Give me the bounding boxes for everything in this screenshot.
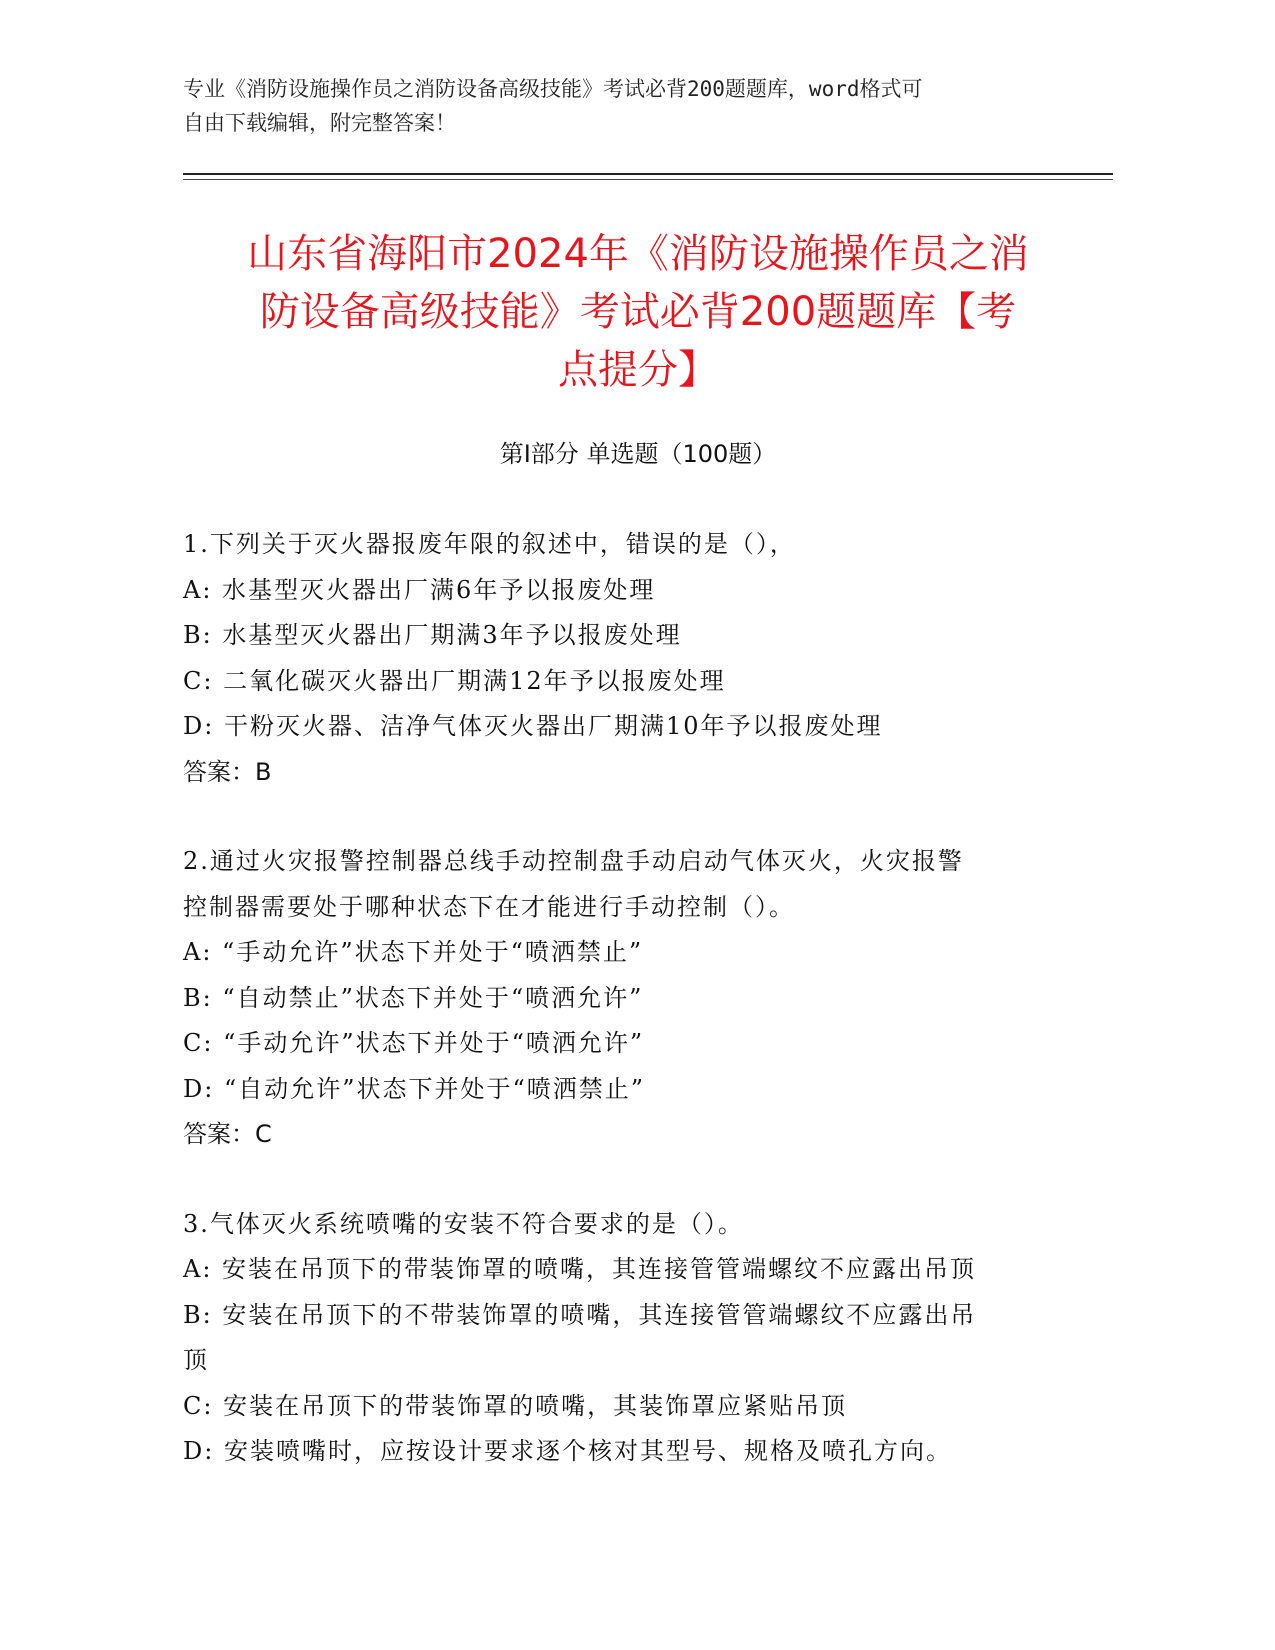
header-divider-thin	[183, 179, 1113, 180]
option-b-continued: 顶	[183, 1346, 209, 1374]
option-a: A: “手动允许”状态下并处于“喷洒禁止”	[183, 938, 644, 966]
header-divider-thick	[183, 173, 1113, 175]
question-list	[183, 522, 1063, 1519]
question-stem-continued: 控制器需要处于哪种状态下在才能进行手动控制（）。	[183, 892, 795, 921]
question-stem: 3.气体灭火系统喷嘴的安装不符合要求的是（）。	[183, 1209, 744, 1238]
option-a: A: 安装在吊顶下的带装饰罩的喷嘴，其连接管管端螺纹不应露出吊顶	[183, 1255, 977, 1283]
question-item	[183, 839, 1063, 1158]
option-b: B: 安装在吊顶下的不带装饰罩的喷嘴，其连接管管端螺纹不应露出吊	[183, 1300, 977, 1329]
answer-text: 答案：B	[183, 757, 272, 786]
option-d: D: “自动允许”状态下并处于“喷洒禁止”	[183, 1074, 646, 1103]
option-d: D: 安装喷嘴时，应按设计要求逐个核对其型号、规格及喷孔方向。	[183, 1437, 952, 1465]
option-b: B: 水基型灭火器出厂期满3年予以报废处理	[183, 621, 682, 649]
section-title: 第Ⅰ部分 单选题（100题）	[499, 440, 777, 468]
document-title-line: 点提分】	[558, 347, 718, 393]
question-item	[183, 522, 1063, 795]
header-note-line: 自由下载编辑，附完整答案！	[183, 111, 456, 135]
header-note-line: 专业《消防设施操作员之消防设备高级技能》考试必背200题题库，word格式可	[183, 77, 923, 101]
question-item	[183, 1202, 1063, 1475]
answer-text: 答案：C	[183, 1120, 272, 1148]
document-title-line: 山东省海阳市2024年《消防设施操作员之消	[247, 231, 1029, 277]
question-stem: 1.下列关于灭火器报废年限的叙述中，错误的是（），	[183, 530, 796, 558]
document-title	[183, 225, 1093, 399]
header-note	[183, 72, 1063, 140]
option-c: C: 二氧化碳灭火器出厂期满12年予以报废处理	[183, 666, 726, 695]
option-c: C: “手动允许”状态下并处于“喷洒允许”	[183, 1029, 645, 1057]
option-b: B: “自动禁止”状态下并处于“喷洒允许”	[183, 983, 644, 1012]
question-stem: 2.通过火灾报警控制器总线手动控制盘手动启动气体灭火，火灾报警	[183, 847, 964, 875]
option-a: A: 水基型灭火器出厂满6年予以报废处理	[183, 575, 656, 604]
document-title-line: 防设备高级技能》考试必背200题题库【考	[259, 289, 1017, 335]
option-d: D: 干粉灭火器、洁净气体灭火器出厂期满10年予以报废处理	[183, 712, 883, 740]
option-c: C: 安装在吊顶下的带装饰罩的喷嘴，其装饰罩应紧贴吊顶	[183, 1391, 848, 1420]
